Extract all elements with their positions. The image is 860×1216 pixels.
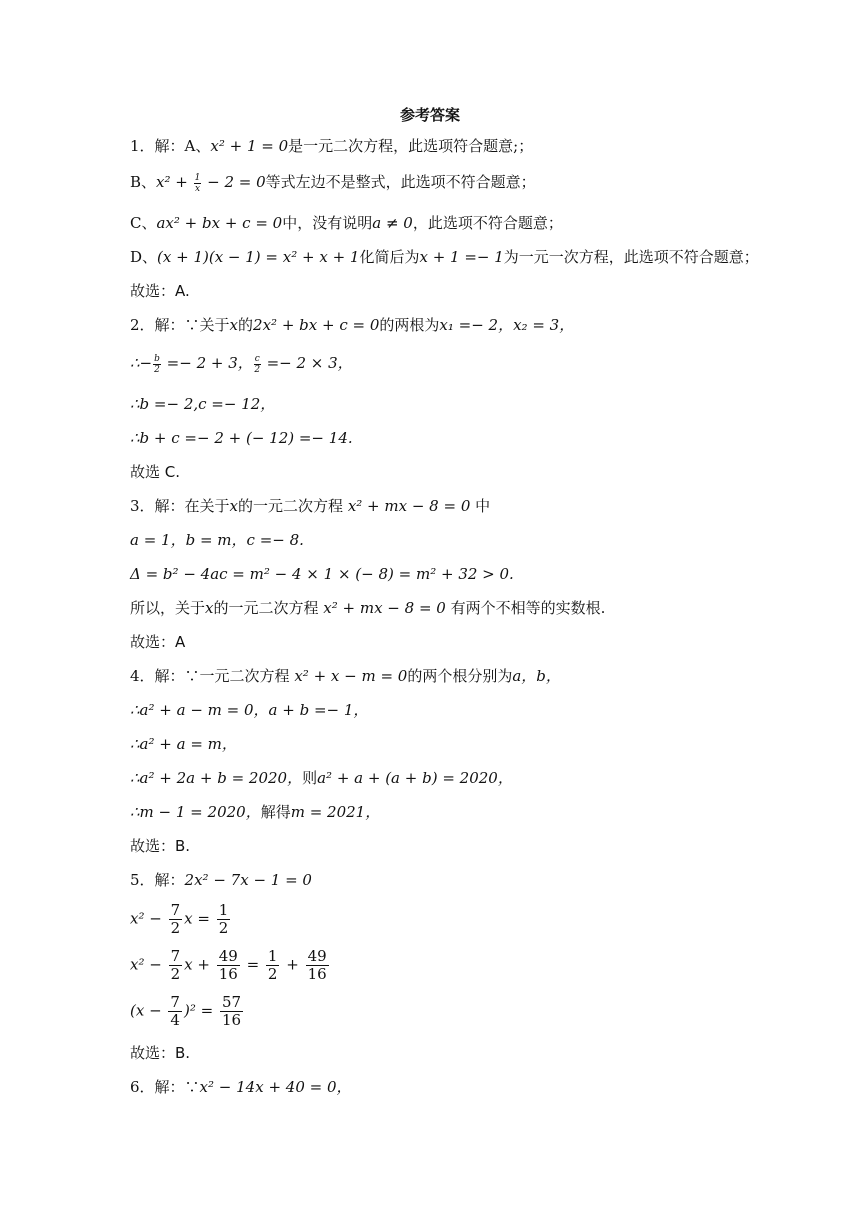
q4-line-5: ∴m − 1 = 2020，解得m = 2021， (130, 803, 381, 821)
q2-line-3: ∴b =− 2,c =− 12， (130, 395, 276, 413)
q1-line-b (130, 172, 536, 194)
q4-answer: 故选：B. (130, 837, 191, 855)
q2-roots: x₁ =− 2，x₂ = 3， (439, 316, 575, 334)
q3-answer: 故选：A (130, 633, 186, 651)
q2-equation: 2x² + bx + c = 0 (253, 316, 380, 334)
q4-line-4: ∴a² + 2a + b = 2020，则a² + a + (a + b) = 2020， (130, 769, 513, 787)
q1-d-equation-2: x + 1 =− 1 (419, 248, 504, 266)
q3-line-1: 3．解：在关于x的一元二次方程 x² + mx − 8 = 0 中 (130, 497, 491, 515)
q1-b-fraction: $\frac{1}{x}$ (194, 172, 201, 194)
q1-b-eq-left: x² + (156, 173, 193, 191)
q2-fraction-c: $\frac{c}{2}$ (254, 353, 261, 375)
q5-step-1: x² − $\frac{7}{2}$ x = $\frac{1}{2}$ (130, 901, 229, 937)
q4-line-3: ∴a² + a = m， (130, 735, 237, 753)
q5-line-1: 5．解：2x² − 7x − 1 = 0 (130, 871, 312, 889)
q3-line-2: a = 1，b = m，c =− 8. (130, 531, 304, 549)
q3-line-4: 所以，关于x的一元二次方程 x² + mx − 8 = 0 有两个不相等的实数根. (130, 599, 606, 617)
q4-equation: x² + x − m = 0 (294, 667, 408, 685)
q1-answer: 故选：A. (130, 282, 190, 300)
q1-b-prefix: B、 (130, 173, 157, 191)
q6-equation: x² − 14x + 40 = 0， (199, 1078, 352, 1096)
q1-a-text: 是一元二次方程，此选项符合题意;； (288, 137, 534, 155)
q1-c-equation: ax² + bx + c = 0 (156, 214, 283, 232)
q5-step-3: (x − $\frac{7}{4}$ )² = $\frac{57}{16}$ (130, 993, 242, 1029)
q1-intro: 1．解：A、 (130, 137, 211, 155)
q4-line-1: 4．解：∵一元二次方程 x² + x − m = 0的两个根分别为a，b， (130, 667, 561, 685)
q6-line-1: 6．解：∵x² − 14x + 40 = 0， (130, 1078, 352, 1096)
q2-answer: 故选 C. (130, 463, 181, 481)
q5-step-2: x² − $\frac{7}{2}$ x + $\frac{49}{16}$ = $\frac{1}{2}$ + $\frac{49}{16}$ (130, 947, 327, 983)
q1-c-condition: a ≠ 0 (372, 214, 413, 232)
q1-a-equation: x² + 1 = 0 (210, 137, 289, 155)
q2-line-2: ∴− $\frac{b}{2}$ =− 2 + 3， $\frac{c}{2}$ =− 2 × 3， (130, 353, 353, 375)
q4-line-2: ∴a² + a − m = 0，a + b =− 1， (130, 701, 369, 719)
q2-line-4: ∴b + c =− 2 + (− 12) =− 14. (130, 429, 353, 447)
q1-b-text: 等式左边不是整式，此选项不符合题意； (265, 173, 536, 191)
q3-line-3: Δ = b² − 4ac = m² − 4 × 1 × (− 8) = m² + 32 > 0. (130, 565, 514, 583)
q1-line-d: D、(x + 1)(x − 1) = x² + x + 1化简后为x + 1 =− 1为一元一次方程，此选项不符合题意； (130, 248, 759, 266)
q1-line-c: C、ax² + bx + c = 0中，没有说明a ≠ 0，此选项不符合题意； (130, 214, 563, 232)
page-title: 参考答案 (399, 106, 460, 124)
q5-equation: 2x² − 7x − 1 = 0 (184, 871, 312, 889)
q1-b-eq-right: − 2 = 0 (202, 173, 266, 191)
q1-line-a (130, 136, 533, 156)
q3-equation: x² + mx − 8 = 0 (347, 497, 471, 515)
q2-fraction-b: $\frac{b}{2}$ (154, 353, 160, 375)
q2-line-1: 2．解：∵关于x的2x² + bx + c = 0的两根为x₁ =− 2，x₂ = 3， (130, 316, 575, 334)
q1-d-equation: (x + 1)(x − 1) = x² + x + 1 (157, 248, 360, 266)
q5-answer: 故选：B. (130, 1044, 191, 1062)
